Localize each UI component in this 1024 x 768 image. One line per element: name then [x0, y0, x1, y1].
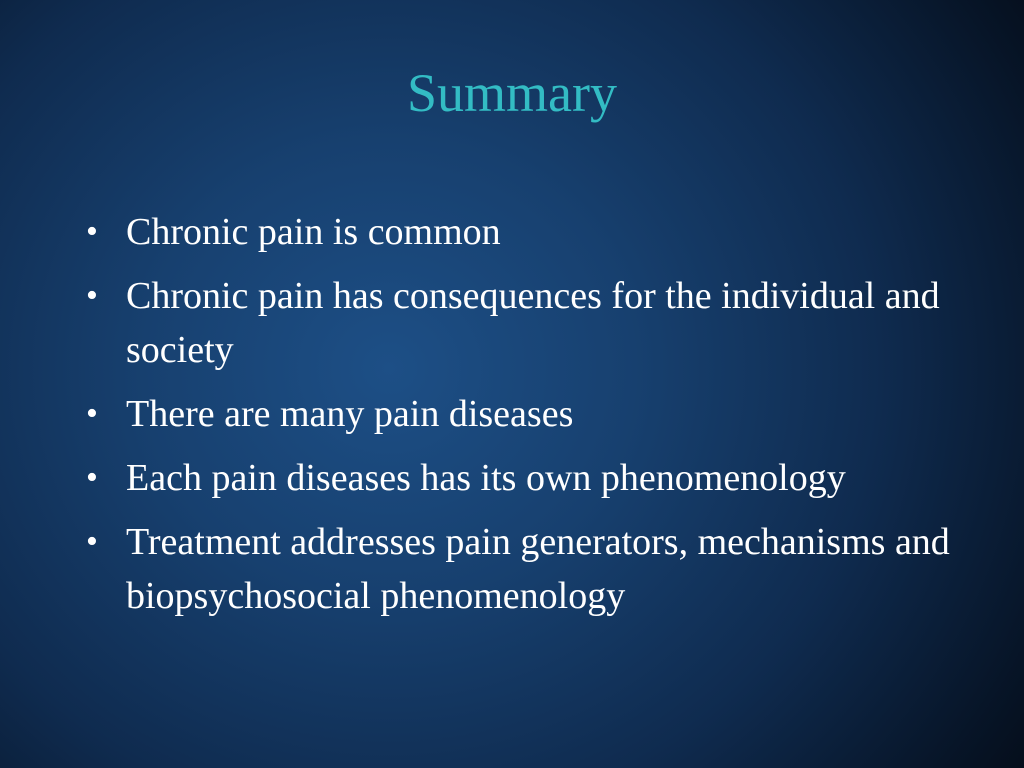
slide-title: Summary	[407, 63, 617, 123]
bullet-item-3	[84, 387, 964, 441]
bullet-text: Each pain diseases has its own phenomenology	[126, 457, 846, 499]
bullet-icon: •	[86, 395, 98, 432]
bullet-icon: •	[86, 213, 98, 250]
bullet-text: There are many pain diseases	[126, 393, 574, 435]
bullet-text: Chronic pain is common	[126, 211, 501, 253]
bullet-text: Treatment addresses pain generators, mechanisms and biopsychosocial phenomenology	[126, 521, 950, 617]
bullet-text: Chronic pain has consequences for the individual and society	[126, 275, 940, 371]
bullet-list	[84, 205, 964, 633]
bullet-icon: •	[86, 277, 98, 314]
bullet-item-5	[84, 515, 964, 623]
bullet-icon: •	[86, 523, 98, 560]
bullet-item-2	[84, 269, 964, 377]
bullet-item-4	[84, 451, 964, 505]
bullet-icon: •	[86, 459, 98, 496]
bullet-item-1	[84, 205, 964, 259]
